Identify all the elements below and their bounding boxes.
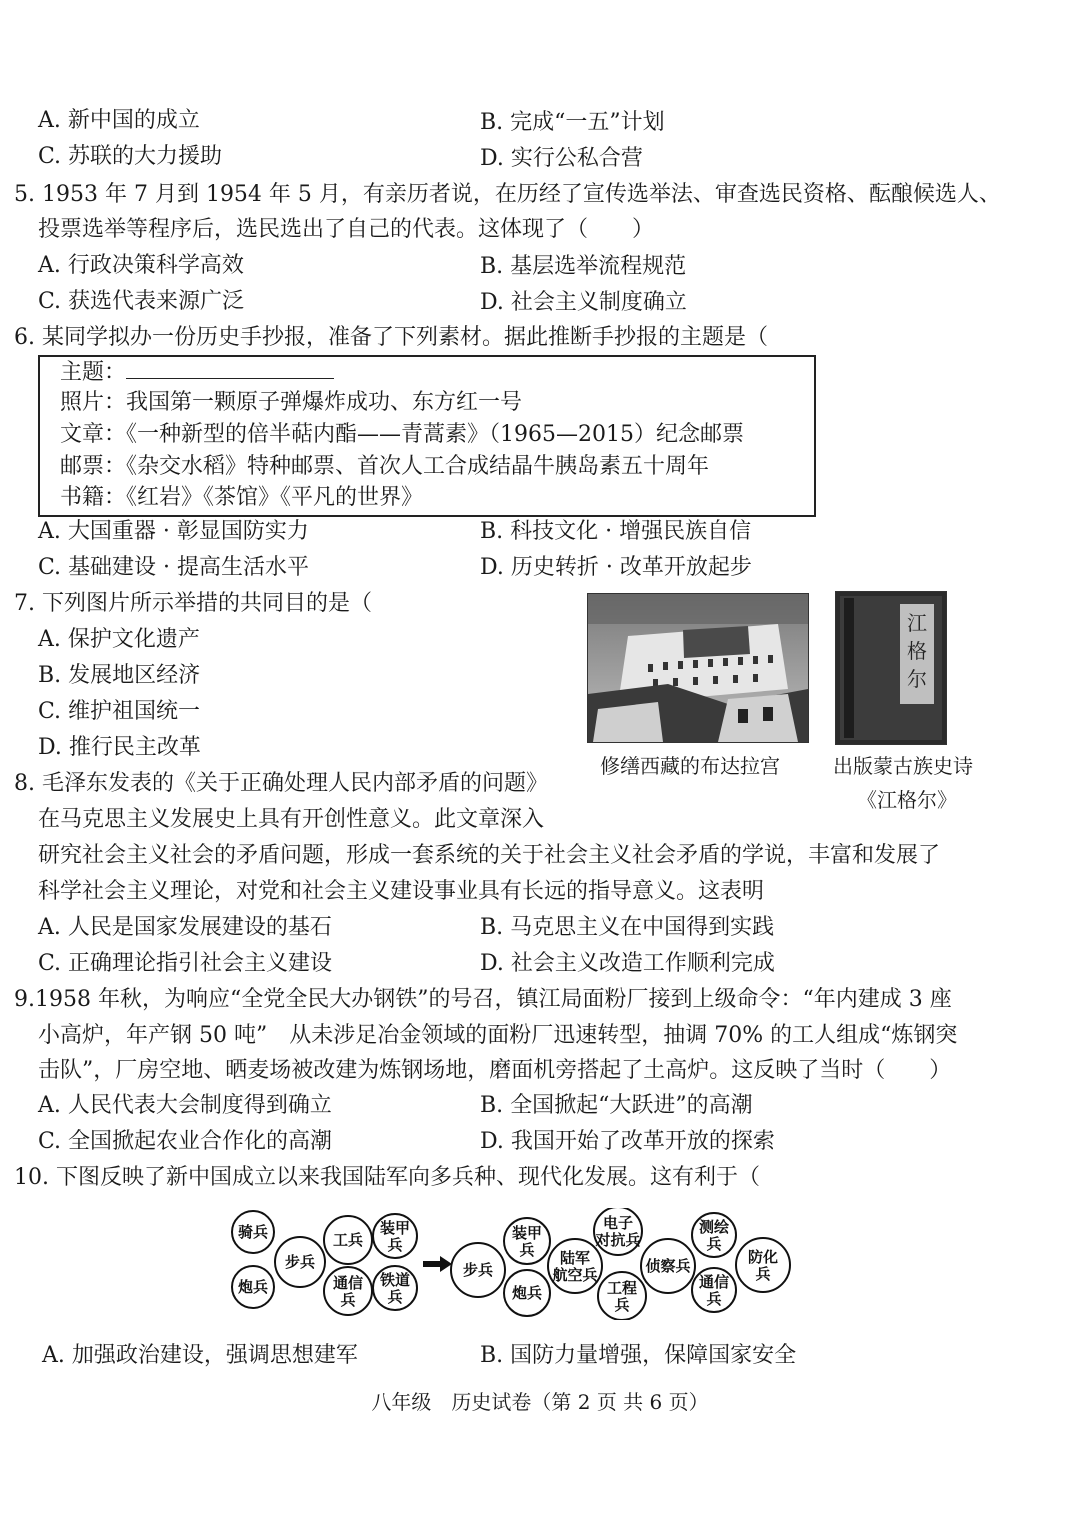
q6-option-a: A. 大国重器 · 彰显国防实力	[38, 519, 309, 544]
bubble-label: 通信	[332, 1274, 364, 1292]
q8-option-b: B. 马克思主义在中国得到实践	[480, 915, 775, 940]
bubble-label: 炮兵	[511, 1284, 543, 1302]
branch-bubble	[324, 1216, 372, 1264]
caption-jiangger-line2: 《江格尔》	[857, 788, 957, 812]
potala-palace-photo	[587, 593, 809, 743]
bubble-label: 航空兵	[552, 1266, 598, 1284]
q7-option-c: C. 维护祖国统一	[38, 699, 201, 724]
bubble-label: 步兵	[284, 1253, 316, 1271]
q6-option-b: B. 科技文化 · 增强民族自信	[480, 519, 752, 544]
bubble-label: 工兵	[332, 1231, 364, 1249]
q9-option-a: A. 人民代表大会制度得到确立	[38, 1093, 332, 1118]
branch-bubble	[232, 1266, 274, 1308]
q5-stem-line1: 5. 1953 年 7 月到 1954 年 5 月，有亲历者说，在历经了宣传选举法、审查选民资格、酝酿候选人、	[14, 182, 1001, 207]
q10-option-a: A. 加强政治建设，强调思想建军	[42, 1343, 358, 1368]
branch-bubble	[692, 1213, 736, 1257]
q7-option-b: B. 发展地区经济	[38, 663, 201, 688]
bubble-label: 测绘	[698, 1218, 730, 1236]
caption-potala: 修缮西藏的布达拉宫	[600, 754, 780, 778]
q6-option-c: C. 基础建设 · 提高生活水平	[38, 555, 310, 580]
q4-option-d: D. 实行公私合营	[480, 146, 643, 171]
q4-option-b: B. 完成“一五”计划	[480, 110, 665, 135]
branch-bubble	[641, 1239, 695, 1293]
q4-option-c: C. 苏联的大力援助	[38, 144, 223, 169]
bubble-label: 装甲	[511, 1224, 543, 1242]
q9-stem-line3: 击队”，厂房空地、晒麦场被改建为炼钢场地，磨面机旁搭起了土高炉。这反映了当时（ ）	[38, 1058, 952, 1083]
q6-stem: 6. 某同学拟办一份历史手抄报，准备了下列素材。据此推断手抄报的主题是（	[14, 325, 768, 350]
q5-option-b: B. 基层选举流程规范	[480, 254, 687, 279]
q8-stem-line2: 在马克思主义发展史上具有开创性意义。此文章深入	[38, 807, 545, 832]
right-bubble-group	[451, 1208, 790, 1320]
q8-option-c: C. 正确理论指引社会主义建设	[38, 951, 333, 976]
bubble-label: 兵	[387, 1236, 403, 1254]
bubble-label: 通信	[698, 1273, 730, 1291]
q5-option-c: C. 获选代表来源广泛	[38, 289, 245, 314]
branch-bubble	[373, 1214, 417, 1258]
book-title-char-1: 江	[907, 611, 927, 635]
q7-stem: 7. 下列图片所示举措的共同目的是（	[14, 591, 372, 616]
branch-bubble	[594, 1208, 642, 1255]
q8-stem-line3: 研究社会主义社会的矛盾问题，形成一套系统的关于社会主义社会矛盾的学说，丰富和发展了	[38, 843, 941, 868]
bubble-label: 侦察兵	[645, 1257, 691, 1275]
branch-bubble	[232, 1211, 274, 1253]
q10-option-b: B. 国防力量增强，保障国家安全	[480, 1343, 797, 1368]
branch-bubble	[324, 1267, 372, 1315]
q7-option-d: D. 推行民主改革	[38, 735, 201, 760]
q10-stem: 10. 下图反映了新中国成立以来我国陆军向多兵种、现代化发展。这有利于（	[14, 1165, 760, 1190]
bubble-label: 兵	[614, 1296, 630, 1314]
q5-option-a: A. 行政决策科学高效	[38, 253, 244, 278]
bubble-label: 防化	[747, 1248, 779, 1266]
jiangger-book-photo	[835, 591, 947, 745]
q9-stem-line1: 9.1958 年秋，为响应“全党全民大办钢铁”的号召，镇江局面粉厂接到上级命令：“年内建成 3 座	[14, 987, 952, 1012]
bubble-label: 工程	[606, 1279, 638, 1297]
arrow-icon	[423, 1256, 452, 1272]
q4-option-a: A. 新中国的成立	[38, 108, 200, 133]
bubble-label: 兵	[340, 1291, 356, 1309]
q7-option-a: A. 保护文化遗产	[38, 627, 200, 652]
left-bubble-group	[232, 1211, 417, 1315]
branch-bubble	[451, 1243, 505, 1297]
bubble-label: 炮兵	[237, 1278, 269, 1296]
caption-jiangger-line1: 出版蒙古族史诗	[833, 754, 973, 778]
bubble-label: 步兵	[462, 1261, 494, 1279]
q6-box-theme: 主题：	[60, 356, 334, 388]
q8-stem-line4: 科学社会主义理论，对党和社会主义建设事业具有长远的指导意义。这表明	[38, 879, 765, 904]
branch-bubble	[373, 1266, 417, 1310]
q5-option-d: D. 社会主义制度确立	[480, 290, 687, 315]
bubble-label: 兵	[755, 1265, 771, 1283]
branch-bubble	[275, 1237, 325, 1287]
q6-box-photo: 照片：我国第一颗原子弹爆炸成功、东方红一号	[60, 390, 523, 415]
bubble-label: 兵	[519, 1241, 535, 1259]
bubble-label: 兵	[706, 1290, 722, 1308]
q9-stem-line2: 小高炉，年产钢 50 吨” 从未涉足冶金领域的面粉厂迅速转型，抽调 70% 的工人组成“炼钢突	[38, 1023, 958, 1048]
branch-bubble	[504, 1218, 550, 1264]
bubble-label: 骑兵	[237, 1223, 269, 1241]
q6-box-book: 书籍：《红岩》《茶馆》《平凡的世界》	[60, 485, 424, 510]
q8-stem-line1: 8. 毛泽东发表的《关于正确处理人民内部矛盾的问题》	[14, 771, 548, 796]
q8-option-a: A. 人民是国家发展建设的基石	[38, 915, 332, 940]
branch-bubble	[548, 1239, 602, 1293]
bubble-label: 陆军	[559, 1249, 591, 1267]
branch-bubble	[598, 1272, 646, 1320]
q6-option-d: D. 历史转折 · 改革开放起步	[480, 555, 752, 580]
q8-option-d: D. 社会主义改造工作顺利完成	[480, 951, 775, 976]
q9-option-c: C. 全国掀起农业合作化的高潮	[38, 1129, 333, 1154]
page-footer: 八年级 历史试卷（第 2 页 共 6 页）	[371, 1390, 709, 1414]
q9-option-d: D. 我国开始了改革开放的探索	[480, 1129, 775, 1154]
book-title-char-2: 格	[907, 639, 927, 663]
book-title-char-3: 尔	[907, 667, 927, 691]
theme-blank	[126, 356, 334, 379]
bubble-label: 兵	[706, 1235, 722, 1253]
q6-box-stamp: 邮票：《杂交水稻》特种邮票、首次人工合成结晶牛胰岛素五十周年	[60, 454, 710, 479]
q6-box-article: 文章：《一种新型的倍半萜内酯——青蒿素》（1965—2015）纪念邮票	[60, 422, 744, 447]
bubble-label: 铁道	[379, 1271, 411, 1289]
q5-stem-line2: 投票选举等程序后，选民选出了自己的代表。这体现了（ ）	[38, 217, 655, 242]
branch-bubble	[504, 1270, 550, 1316]
q9-option-b: B. 全国掀起“大跃进”的高潮	[480, 1093, 753, 1118]
branch-bubble	[692, 1268, 736, 1312]
bubble-label: 兵	[387, 1288, 403, 1306]
branch-bubble	[736, 1238, 790, 1292]
bubble-label: 装甲	[379, 1219, 411, 1237]
bubble-label: 电子	[602, 1214, 634, 1232]
bubble-label: 对抗兵	[595, 1231, 641, 1249]
army-branches-diagram	[220, 1208, 800, 1320]
